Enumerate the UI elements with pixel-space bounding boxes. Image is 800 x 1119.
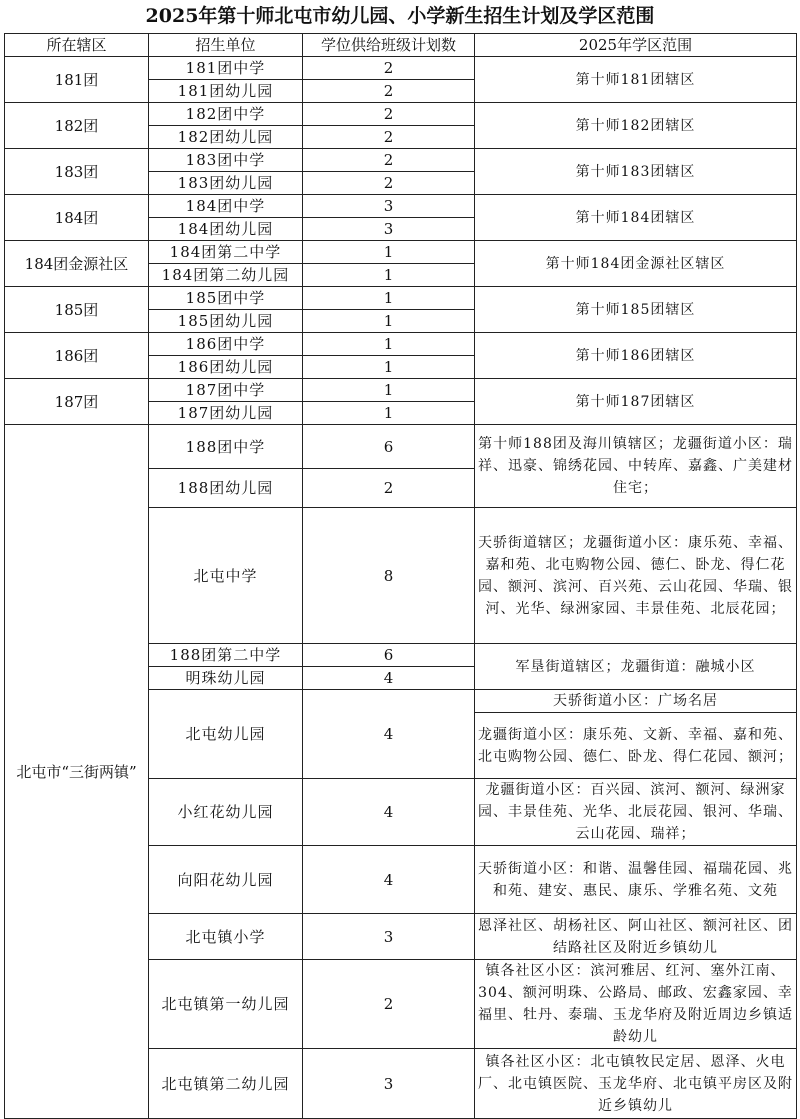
- table-row: [5, 379, 797, 402]
- classes-cell: 1: [303, 356, 475, 379]
- area-cell: 龙疆街道小区：百兴园、滨河、额河、绿洲家园、丰景佳苑、光华、北辰花园、银河、华瑞、云山花园、瑞祥；: [475, 779, 797, 846]
- classes-cell: 3: [303, 195, 475, 218]
- page-title: 2025年第十师北屯市幼儿园、小学新生招生计划及学区范围: [145, 5, 655, 27]
- classes-cell: 4: [303, 779, 475, 846]
- unit-cell: 北屯幼儿园: [149, 690, 303, 779]
- district-cell: 184团: [5, 195, 149, 241]
- district-cell: 182团: [5, 103, 149, 149]
- table-row: [5, 287, 797, 310]
- unit-cell: 明珠幼儿园: [149, 667, 303, 690]
- area-cell: 第十师188团及海川镇辖区；龙疆街道小区：瑞祥、迅豪、锦绣花园、中转库、嘉鑫、广美建材住宅；: [475, 425, 797, 508]
- header-area: 2025年学区范围: [475, 34, 797, 57]
- classes-cell: 3: [303, 914, 475, 960]
- unit-cell: 185团中学: [149, 287, 303, 310]
- classes-cell: 1: [303, 379, 475, 402]
- district-cell: 187团: [5, 379, 149, 425]
- unit-cell: 向阳花幼儿园: [149, 846, 303, 914]
- unit-cell: 184团第二幼儿园: [149, 264, 303, 287]
- unit-cell: 184团中学: [149, 195, 303, 218]
- unit-cell: 181团幼儿园: [149, 80, 303, 103]
- district-cell: 185团: [5, 287, 149, 333]
- table-row: [5, 57, 797, 80]
- classes-cell: 4: [303, 667, 475, 690]
- classes-cell: 1: [303, 241, 475, 264]
- header-classes: 学位供给班级计划数: [303, 34, 475, 57]
- unit-cell: 183团幼儿园: [149, 172, 303, 195]
- classes-cell: 1: [303, 310, 475, 333]
- header-row: [5, 34, 797, 57]
- unit-cell: 187团幼儿园: [149, 402, 303, 425]
- area-cell: 第十师181团辖区: [475, 57, 797, 103]
- classes-cell: 4: [303, 846, 475, 914]
- area-cell: 第十师183团辖区: [475, 149, 797, 195]
- unit-cell: 183团中学: [149, 149, 303, 172]
- district-cell: 184团金源社区: [5, 241, 149, 287]
- table-row: [5, 103, 797, 126]
- classes-cell: 6: [303, 644, 475, 667]
- classes-cell: 2: [303, 80, 475, 103]
- classes-cell: 2: [303, 960, 475, 1049]
- area-cell: 第十师187团辖区: [475, 379, 797, 425]
- unit-cell: 小红花幼儿园: [149, 779, 303, 846]
- area-cell: 天骄街道小区：和谐、温馨佳园、福瑞花园、兆和苑、建安、惠民、康乐、学雅名苑、文苑: [475, 846, 797, 914]
- unit-cell: 188团第二中学: [149, 644, 303, 667]
- table-row: [5, 425, 797, 469]
- area-cell: 天骄街道小区：广场名居: [475, 690, 797, 713]
- unit-cell: 185团幼儿园: [149, 310, 303, 333]
- classes-cell: 6: [303, 425, 475, 469]
- unit-cell: 北屯镇第二幼儿园: [149, 1049, 303, 1119]
- classes-cell: 3: [303, 1049, 475, 1119]
- classes-cell: 4: [303, 690, 475, 779]
- table-row: [5, 195, 797, 218]
- classes-cell: 8: [303, 508, 475, 644]
- district-cell: 北屯市“三街两镇”: [5, 425, 149, 1119]
- unit-cell: 182团幼儿园: [149, 126, 303, 149]
- unit-cell: 184团幼儿园: [149, 218, 303, 241]
- unit-cell: 187团中学: [149, 379, 303, 402]
- area-cell: 第十师186团辖区: [475, 333, 797, 379]
- area-cell: 镇各社区小区：滨河雅居、红河、塞外江南、304、额河明珠、公路局、邮政、宏鑫家园、幸福里、牡丹、泰瑞、玉龙华府及附近周边乡镇适龄幼儿: [475, 960, 797, 1049]
- unit-cell: 186团中学: [149, 333, 303, 356]
- unit-cell: 182团中学: [149, 103, 303, 126]
- classes-cell: 3: [303, 218, 475, 241]
- area-cell: 第十师184团辖区: [475, 195, 797, 241]
- unit-cell: 北屯中学: [149, 508, 303, 644]
- classes-cell: 2: [303, 57, 475, 80]
- classes-cell: 2: [303, 149, 475, 172]
- area-cell: 第十师184团金源社区辖区: [475, 241, 797, 287]
- area-cell: 镇各社区小区：北屯镇牧民定居、恩泽、火电厂、北屯镇医院、玉龙华府、北屯镇平房区及附近乡镇幼儿: [475, 1049, 797, 1119]
- classes-cell: 1: [303, 264, 475, 287]
- table-row: [5, 149, 797, 172]
- area-cell: 第十师182团辖区: [475, 103, 797, 149]
- classes-cell: 1: [303, 287, 475, 310]
- unit-cell: 北屯镇小学: [149, 914, 303, 960]
- enrollment-table: [4, 33, 797, 1119]
- unit-cell: 188团中学: [149, 425, 303, 469]
- classes-cell: 2: [303, 469, 475, 508]
- unit-cell: 186团幼儿园: [149, 356, 303, 379]
- classes-cell: 2: [303, 172, 475, 195]
- table-row: [5, 333, 797, 356]
- area-cell: 天骄街道辖区；龙疆街道小区：康乐苑、幸福、嘉和苑、北屯购物公园、德仁、卧龙、得仁花园、额河、滨河、百兴苑、云山花园、华瑞、银河、光华、绿洲家园、丰景佳苑、北辰花园；: [475, 508, 797, 644]
- table-row: [5, 241, 797, 264]
- area-cell: 第十师185团辖区: [475, 287, 797, 333]
- area-cell: 恩泽社区、胡杨社区、阿山社区、额河社区、团结路社区及附近乡镇幼儿: [475, 914, 797, 960]
- classes-cell: 1: [303, 402, 475, 425]
- district-cell: 183团: [5, 149, 149, 195]
- district-cell: 181团: [5, 57, 149, 103]
- header-unit: 招生单位: [149, 34, 303, 57]
- header-district: 所在辖区: [5, 34, 149, 57]
- area-cell: 龙疆街道小区：康乐苑、文新、幸福、嘉和苑、北屯购物公园、德仁、卧龙、得仁花园、额河；: [475, 713, 797, 779]
- classes-cell: 2: [303, 103, 475, 126]
- unit-cell: 188团幼儿园: [149, 469, 303, 508]
- district-cell: 186团: [5, 333, 149, 379]
- classes-cell: 1: [303, 333, 475, 356]
- unit-cell: 北屯镇第一幼儿园: [149, 960, 303, 1049]
- area-cell: 军垦街道辖区；龙疆街道：融城小区: [475, 644, 797, 690]
- unit-cell: 181团中学: [149, 57, 303, 80]
- classes-cell: 2: [303, 126, 475, 149]
- unit-cell: 184团第二中学: [149, 241, 303, 264]
